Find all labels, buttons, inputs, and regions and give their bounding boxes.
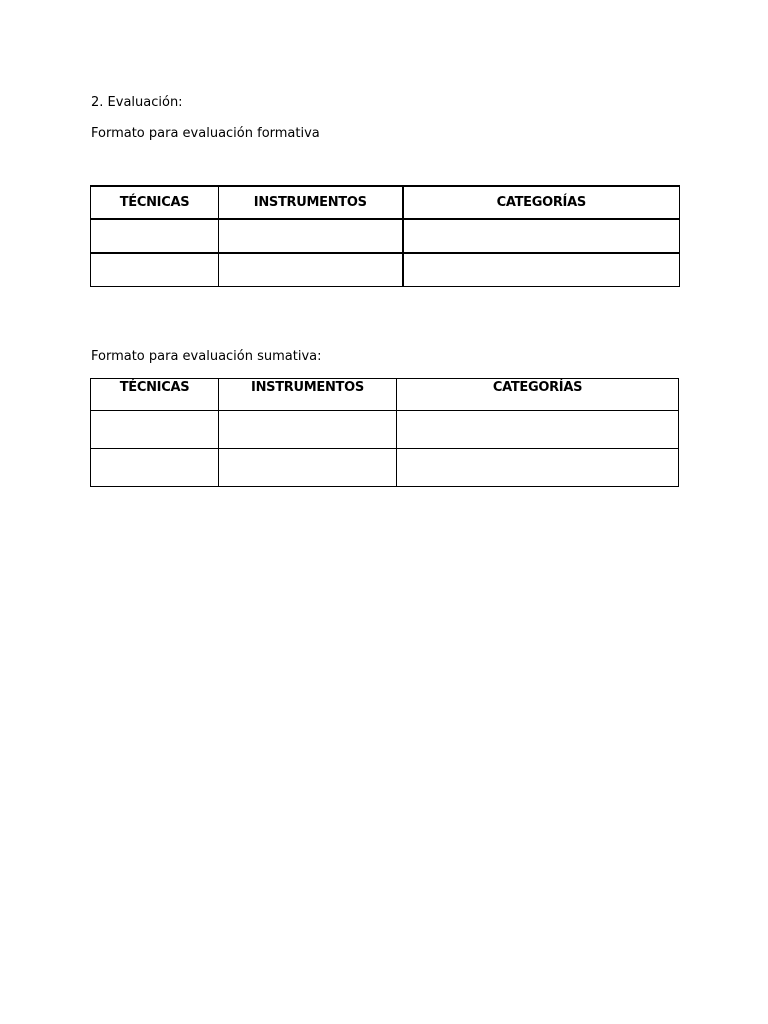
header-categorias: CATEGORÍAS [397,379,679,411]
table-cell[interactable] [403,253,680,287]
table-cell[interactable] [91,219,219,253]
formative-evaluation-table [90,185,680,287]
table-cell[interactable] [219,253,403,287]
table-row [91,219,680,253]
table-row [91,253,680,287]
table-cell[interactable] [397,449,679,487]
table-cell[interactable] [219,219,403,253]
table-row [91,449,679,487]
header-tecnicas: TÉCNICAS [91,379,219,411]
table-cell[interactable] [219,411,397,449]
header-instrumentos: INSTRUMENTOS [219,186,403,219]
header-categorias: CATEGORÍAS [403,186,680,219]
summative-table-caption: Formato para evaluación sumativa: [91,349,322,364]
header-instrumentos: INSTRUMENTOS [219,379,397,411]
table-cell[interactable] [397,411,679,449]
table-cell[interactable] [91,253,219,287]
table-cell[interactable] [91,449,219,487]
formative-table-caption: Formato para evaluación formativa [91,126,320,141]
table-row [91,411,679,449]
table-cell[interactable] [403,219,680,253]
table-header-row [91,186,680,219]
table-header-row [91,379,679,411]
table-cell[interactable] [91,411,219,449]
section-heading: 2. Evaluación: [91,95,183,110]
summative-evaluation-table [90,378,679,487]
table-cell[interactable] [219,449,397,487]
header-tecnicas: TÉCNICAS [91,186,219,219]
